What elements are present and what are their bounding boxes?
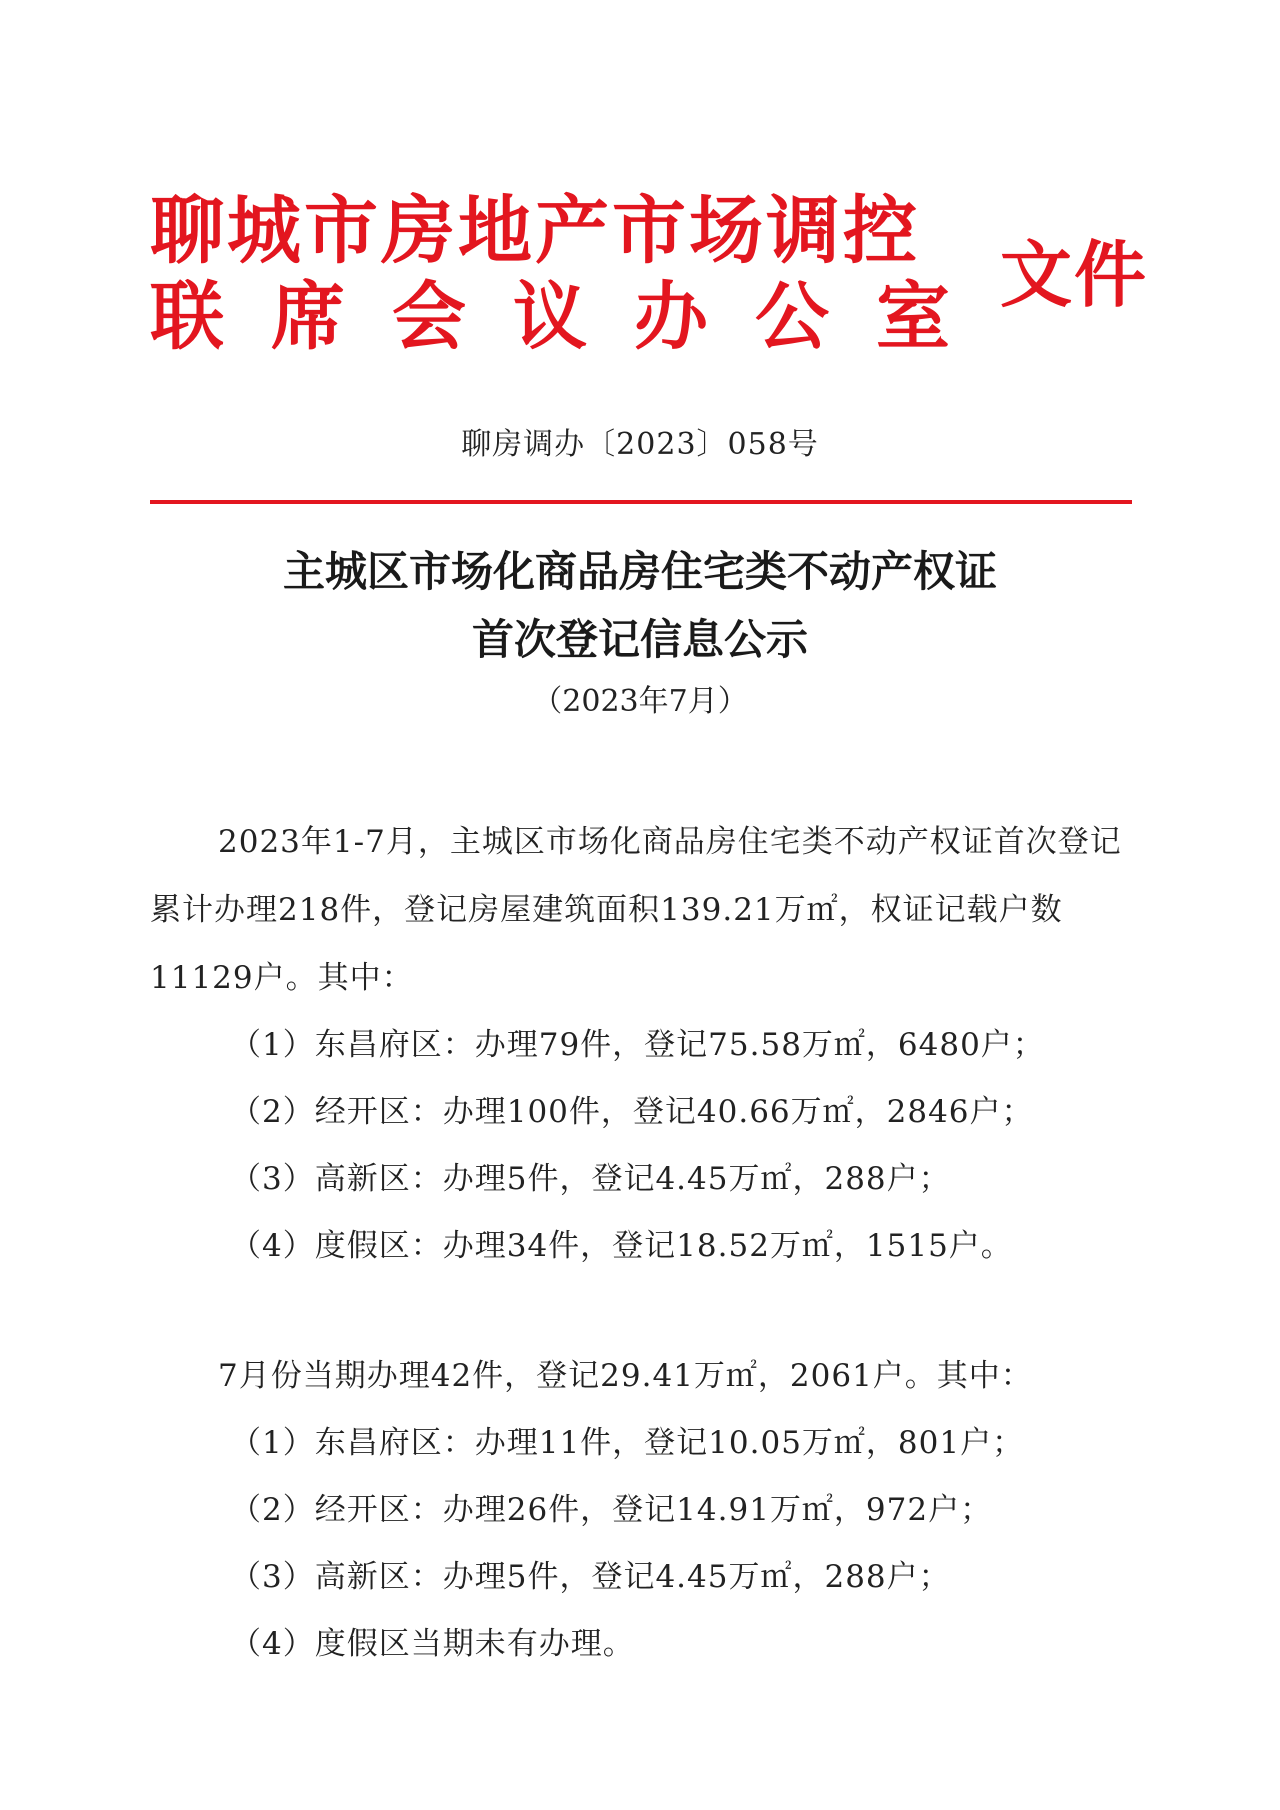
cumulative-intro: 2023年1-7月，主城区市场化商品房住宅类不动产权证首次登记累计办理218件，登记房屋建筑面积139.21万㎡，权证记载户数11129户。其中： xyxy=(150,824,1122,996)
current-month-item: （4）度假区当期未有办理。 xyxy=(230,1626,635,1662)
cumulative-item: （1）东昌府区：办理79件，登记75.58万㎡，6480户； xyxy=(230,1027,1045,1063)
document-title xyxy=(0,538,1280,674)
document-word: 文件 xyxy=(1000,233,1149,317)
document-number: 聊房调办〔2023〕058号 xyxy=(461,427,819,462)
document-header xyxy=(150,188,1149,363)
current-month-section xyxy=(150,1342,1132,1678)
red-divider-line xyxy=(150,500,1132,504)
current-month-intro: 7月份当期办理42件，登记29.41万㎡，2061户。其中： xyxy=(218,1358,1033,1394)
current-month-item: （2）经开区：办理26件，登记14.91万㎡，972户； xyxy=(230,1492,993,1528)
title-line-1: 主城区市场化商品房住宅类不动产权证 xyxy=(282,547,997,596)
issuer-line-1: 聊城市房地产市场调控 xyxy=(150,188,920,274)
cumulative-section xyxy=(150,808,1132,1280)
title-line-2: 首次登记信息公示 xyxy=(471,615,808,664)
current-month-item: （3）高新区：办理5件，登记4.45万㎡，288户； xyxy=(230,1559,951,1595)
cumulative-item: （2）经开区：办理100件，登记40.66万㎡，2846户； xyxy=(230,1094,1034,1130)
issuer-name xyxy=(150,188,997,360)
cumulative-item: （3）高新区：办理5件，登记4.45万㎡，288户； xyxy=(230,1161,951,1197)
cumulative-item: （4）度假区：办理34件，登记18.52万㎡，1515户。 xyxy=(230,1228,1013,1264)
issuer-line-2: 联席会议办公室 xyxy=(150,274,997,360)
document-date: （2023年7月） xyxy=(532,684,748,719)
current-month-item: （1）东昌府区：办理11件，登记10.05万㎡，801户； xyxy=(230,1425,1025,1461)
